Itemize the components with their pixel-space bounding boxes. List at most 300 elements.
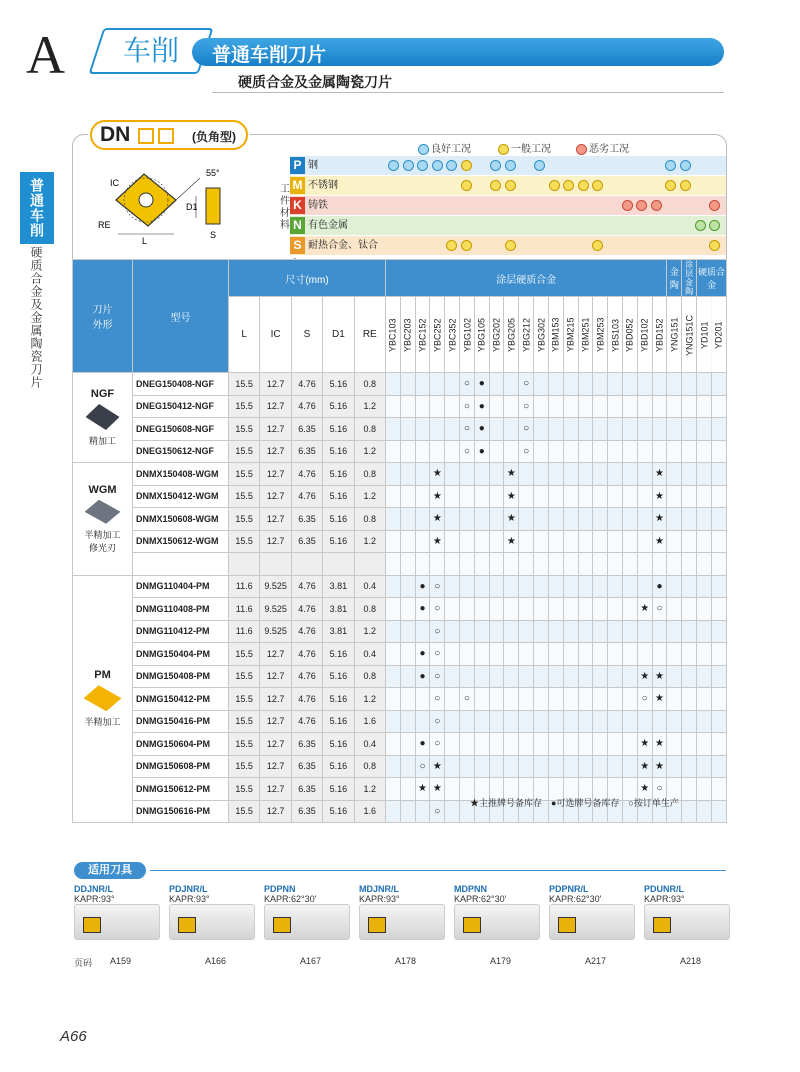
- grade-cell: [593, 530, 608, 553]
- grade-cell: [400, 643, 415, 666]
- grade-cell: [400, 508, 415, 531]
- grade-cell: ○: [460, 395, 475, 418]
- chipbreaker-desc: 半精加工 修光刃: [84, 529, 121, 553]
- grade-cell: [415, 620, 430, 643]
- grade-cell: [622, 373, 637, 396]
- tool-holder: [74, 884, 162, 950]
- grade-cell: [519, 710, 534, 733]
- grade-cell: [682, 485, 697, 508]
- grade-cell: [474, 530, 489, 553]
- model-cell: DNMX150408-WGM: [133, 463, 229, 486]
- grade-cell: [711, 710, 726, 733]
- grade-cell: [519, 463, 534, 486]
- grade-cell: [415, 530, 430, 553]
- grade-cell: ○: [415, 755, 430, 778]
- grade-cell: ★: [430, 463, 445, 486]
- grade-cell: [504, 755, 519, 778]
- grade-cell: [578, 395, 593, 418]
- insert-angle-type: (负角型): [192, 130, 236, 144]
- model-cell: DNMG110404-PM: [133, 575, 229, 598]
- dim-cell: 12.7: [260, 418, 291, 441]
- dim-cell: 5.16: [323, 373, 354, 396]
- grade-cell: [534, 643, 549, 666]
- section-letter: A: [26, 25, 65, 85]
- tool-page: A179: [490, 956, 512, 966]
- grade-cell: [504, 575, 519, 598]
- ok-face-icon: [709, 240, 720, 251]
- grade-cell: [578, 373, 593, 396]
- grade-cell: ★: [415, 778, 430, 801]
- empty-cell: [430, 553, 445, 576]
- material-row-s: [290, 236, 726, 255]
- grade-cell: [682, 778, 697, 801]
- grade-cell: [711, 778, 726, 801]
- grade-cell: [637, 530, 652, 553]
- grade-cell: ●: [415, 643, 430, 666]
- chipbreaker-desc: 半精加工: [84, 717, 121, 728]
- grade-cell: [711, 440, 726, 463]
- grade-cell: ○: [430, 733, 445, 756]
- grade-header: YBD052: [622, 297, 637, 373]
- chipbreaker-name: PM: [94, 669, 111, 682]
- grade-header: YBM215: [563, 297, 578, 373]
- tools-divider: [150, 870, 726, 871]
- tool-name: PDPNN: [264, 884, 296, 894]
- grade-cell: [608, 440, 623, 463]
- grade-cell: ★: [504, 463, 519, 486]
- grade-cell: [682, 755, 697, 778]
- grade-cell: [637, 710, 652, 733]
- good-face-icon: [505, 160, 516, 171]
- grade-header: YBC103: [385, 297, 400, 373]
- grade-cell: [445, 755, 460, 778]
- grade-cell: [460, 665, 475, 688]
- grade-cell: [593, 688, 608, 711]
- dim-cell: 0.8: [354, 418, 385, 441]
- grade-cell: [400, 710, 415, 733]
- grade-cell: [711, 508, 726, 531]
- grade-cell: [578, 575, 593, 598]
- grade-cell: [548, 508, 563, 531]
- tool-image: [264, 904, 350, 940]
- tool-page: A166: [205, 956, 227, 966]
- grade-header: YBG105: [474, 297, 489, 373]
- table-row: [73, 575, 727, 598]
- tool-kapr: KAPR:93°: [169, 894, 210, 904]
- grade-cell: ★: [504, 485, 519, 508]
- dim-cell: 15.5: [229, 733, 260, 756]
- dim-cell: 4.76: [291, 485, 322, 508]
- grade-cell: [667, 440, 682, 463]
- grade-cell: [504, 733, 519, 756]
- dim-label-s: S: [210, 230, 217, 240]
- grade-cell: [415, 373, 430, 396]
- grade-cell: [534, 508, 549, 531]
- grade-cell: [519, 508, 534, 531]
- dim-cell: 1.2: [354, 440, 385, 463]
- grade-cell: [400, 575, 415, 598]
- dim-cell: 15.5: [229, 778, 260, 801]
- grade-cell: [474, 710, 489, 733]
- grade-header: YBG102: [460, 297, 475, 373]
- empty-cell: [563, 553, 578, 576]
- model-cell: DNMX150612-WGM: [133, 530, 229, 553]
- grade-cell: [504, 395, 519, 418]
- grade-cell: [563, 755, 578, 778]
- grade-cell: [652, 643, 667, 666]
- bad-face-icon: [622, 200, 633, 211]
- grade-cell: ★: [652, 508, 667, 531]
- grade-cell: [578, 440, 593, 463]
- tool-image: [644, 904, 730, 940]
- material-label: [290, 236, 382, 255]
- grade-cell: [682, 665, 697, 688]
- grade-cell: ★: [652, 463, 667, 486]
- grade-cell: ★: [652, 485, 667, 508]
- grade-cell: [460, 575, 475, 598]
- grade-cell: [711, 463, 726, 486]
- grade-cell: [563, 418, 578, 441]
- dim-cell: 1.6: [354, 710, 385, 733]
- tool-name: PDJNR/L: [169, 884, 208, 894]
- dim-cell: 5.16: [323, 800, 354, 823]
- legend-bad: 恶劣工况: [576, 140, 629, 155]
- grade-cell: [504, 665, 519, 688]
- grade-cell: [460, 755, 475, 778]
- dim-cell: 12.7: [260, 755, 291, 778]
- grade-cell: [711, 755, 726, 778]
- grade-cell: [385, 508, 400, 531]
- grade-cell: [711, 643, 726, 666]
- dim-cell: 15.5: [229, 418, 260, 441]
- grade-header: YBM251: [578, 297, 593, 373]
- grade-cell: ●: [474, 418, 489, 441]
- grade-cell: [534, 710, 549, 733]
- material-letter: S: [290, 237, 305, 254]
- grade-cell: [415, 395, 430, 418]
- dim-cell: 4.76: [291, 575, 322, 598]
- good-face-icon: [432, 160, 443, 171]
- grade-cell: [385, 395, 400, 418]
- dim-cell: 9.525: [260, 620, 291, 643]
- insert-grade-table: [72, 259, 727, 823]
- dim-cell: 9.525: [260, 598, 291, 621]
- dim-cell: 12.7: [260, 373, 291, 396]
- grade-header: YNG151: [667, 297, 682, 373]
- grade-cell: [593, 485, 608, 508]
- dim-cell: 12.7: [260, 665, 291, 688]
- grade-cell: [622, 463, 637, 486]
- grade-header: YBM153: [548, 297, 563, 373]
- dim-label-d1: D1: [186, 202, 198, 212]
- dim-cell: 0.4: [354, 733, 385, 756]
- empty-cell: [474, 553, 489, 576]
- grade-cell: [667, 463, 682, 486]
- grade-cell: [563, 598, 578, 621]
- grade-cell: ○: [519, 418, 534, 441]
- grade-cell: [445, 508, 460, 531]
- tool-image: [169, 904, 255, 940]
- dim-cell: 5.16: [323, 710, 354, 733]
- grade-cell: [534, 395, 549, 418]
- grade-cell: [534, 418, 549, 441]
- grade-cell: [445, 620, 460, 643]
- good-face-icon: [403, 160, 414, 171]
- material-row-p: [290, 156, 726, 175]
- grade-cell: [400, 418, 415, 441]
- grade-cell: [534, 755, 549, 778]
- model-cell: DNMG110412-PM: [133, 620, 229, 643]
- dim-cell: 12.7: [260, 778, 291, 801]
- grade-cell: [460, 643, 475, 666]
- tool-page: A218: [680, 956, 702, 966]
- section-name: 车削: [122, 35, 179, 66]
- dim-cell: 15.5: [229, 440, 260, 463]
- grade-cell: [489, 373, 504, 396]
- grade-cell: [489, 530, 504, 553]
- dim-cell: 5.16: [323, 440, 354, 463]
- grade-cell: [637, 508, 652, 531]
- grade-cell: [430, 373, 445, 396]
- grade-cell: [534, 575, 549, 598]
- material-letter: K: [290, 197, 305, 214]
- grade-cell: ○: [652, 778, 667, 801]
- tool-holder: [644, 884, 732, 950]
- grade-cell: [534, 598, 549, 621]
- material-name: 有色金属: [308, 220, 348, 231]
- model-cell: DNMG150612-PM: [133, 778, 229, 801]
- grade-cell: [400, 778, 415, 801]
- grade-cell: [578, 688, 593, 711]
- grade-header: YBG205: [504, 297, 519, 373]
- dim-header: IC: [260, 297, 291, 373]
- dim-label-l: L: [142, 236, 148, 246]
- grade-header: YNG151C: [682, 297, 697, 373]
- dim-cell: 15.5: [229, 755, 260, 778]
- dim-cell: 1.2: [354, 778, 385, 801]
- dim-cell: 12.7: [260, 463, 291, 486]
- grade-cell: [608, 755, 623, 778]
- material-name: 不锈钢: [308, 180, 338, 191]
- grade-header: YBS103: [608, 297, 623, 373]
- dim-cell: 15.5: [229, 530, 260, 553]
- bad-face-icon: [651, 200, 662, 211]
- grade-cell: [534, 440, 549, 463]
- dim-cell: 15.5: [229, 508, 260, 531]
- tool-name: PDUNR/L: [644, 884, 684, 894]
- grade-cell: [548, 688, 563, 711]
- grade-cell: ★: [430, 778, 445, 801]
- grade-cell: [711, 800, 726, 823]
- grade-cell: ●: [415, 575, 430, 598]
- grade-cell: [460, 530, 475, 553]
- dim-cell: 5.16: [323, 418, 354, 441]
- grade-cell: [385, 373, 400, 396]
- grade-cell: ○: [460, 688, 475, 711]
- dim-cell: 12.7: [260, 530, 291, 553]
- grade-cell: [548, 575, 563, 598]
- grade-cell: [548, 485, 563, 508]
- grade-cell: [563, 643, 578, 666]
- grade-cell: [711, 395, 726, 418]
- dim-cell: 5.16: [323, 530, 354, 553]
- grade-cell: [622, 508, 637, 531]
- grade-cell: [563, 373, 578, 396]
- grade-cell: ●: [415, 665, 430, 688]
- grade-cell: [697, 485, 712, 508]
- grade-cell: [548, 598, 563, 621]
- dim-header: L: [229, 297, 260, 373]
- grade-cell: [608, 395, 623, 418]
- grade-cell: [474, 688, 489, 711]
- tool-image: [549, 904, 635, 940]
- dim-cell: 15.5: [229, 800, 260, 823]
- dim-cell: 1.2: [354, 395, 385, 418]
- dim-cell: 6.35: [291, 418, 322, 441]
- grade-cell: [622, 620, 637, 643]
- dim-cell: 12.7: [260, 733, 291, 756]
- model-cell: DNMG150404-PM: [133, 643, 229, 666]
- grade-cell: [667, 418, 682, 441]
- grade-cell: ○: [460, 440, 475, 463]
- grade-cell: [608, 463, 623, 486]
- grade-cell: [548, 665, 563, 688]
- grade-cell: [548, 440, 563, 463]
- dim-cell: 12.7: [260, 688, 291, 711]
- grade-cell: [697, 508, 712, 531]
- grade-cell: ○: [430, 688, 445, 711]
- empty-cell: [415, 553, 430, 576]
- angle-line: [176, 178, 200, 200]
- dim-cell: 4.76: [291, 688, 322, 711]
- grade-cell: ○: [430, 598, 445, 621]
- dim-cell: 4.76: [291, 643, 322, 666]
- grade-cell: [682, 418, 697, 441]
- grade-cell: [460, 598, 475, 621]
- dim-cell: 1.2: [354, 620, 385, 643]
- grade-cell: [711, 665, 726, 688]
- grade-cell: ●: [474, 395, 489, 418]
- table-row: [73, 463, 727, 486]
- grade-cell: [622, 665, 637, 688]
- grade-cell: [385, 733, 400, 756]
- grade-cell: ○: [519, 395, 534, 418]
- tool-holder: [169, 884, 257, 950]
- grade-cell: [711, 733, 726, 756]
- side-tab: 普通车削: [20, 172, 54, 244]
- grade-cell: [578, 598, 593, 621]
- grade-cell: [415, 485, 430, 508]
- grade-cell: [385, 755, 400, 778]
- grade-cell: [652, 620, 667, 643]
- dim-cell: 6.35: [291, 733, 322, 756]
- grade-cell: [637, 440, 652, 463]
- tool-page: A217: [585, 956, 607, 966]
- grade-cell: [622, 418, 637, 441]
- grade-cell: [682, 395, 697, 418]
- bad-face-icon: [636, 200, 647, 211]
- grade-cell: [652, 373, 667, 396]
- material-letter: P: [290, 157, 305, 174]
- insert-image-ngf: [86, 404, 120, 430]
- dim-cell: 0.8: [354, 463, 385, 486]
- grade-cell: [504, 373, 519, 396]
- grade-cell: [504, 440, 519, 463]
- grade-cell: [697, 373, 712, 396]
- grade-cell: [519, 620, 534, 643]
- grade-cell: [563, 733, 578, 756]
- grade-cell: [608, 688, 623, 711]
- legend-good: 良好工况: [418, 140, 471, 155]
- material-letter: M: [290, 177, 305, 194]
- grade-cell: [519, 665, 534, 688]
- grade-cell: [415, 463, 430, 486]
- grade-cell: [400, 598, 415, 621]
- table-row: [73, 665, 727, 688]
- grade-cell: [445, 665, 460, 688]
- grade-cell: ○: [430, 620, 445, 643]
- empty-cell: [519, 553, 534, 576]
- grade-cell: ★: [637, 665, 652, 688]
- grade-cell: ★: [504, 508, 519, 531]
- grade-cell: ○: [430, 665, 445, 688]
- model-cell: DNEG150612-NGF: [133, 440, 229, 463]
- subtitle-divider: [212, 92, 724, 93]
- grade-cell: [637, 575, 652, 598]
- grade-cell: ★: [430, 508, 445, 531]
- grade-cell: [400, 733, 415, 756]
- grade-cell: [445, 688, 460, 711]
- dim-cell: 4.76: [291, 665, 322, 688]
- grade-cell: [667, 485, 682, 508]
- grade-cell: [637, 485, 652, 508]
- material-row-k: [290, 196, 726, 215]
- table-row: [73, 643, 727, 666]
- chipbreaker-name: WGM: [88, 483, 117, 496]
- tool-page: A178: [395, 956, 417, 966]
- grade-cell: [608, 530, 623, 553]
- dim-cell: 5.16: [323, 755, 354, 778]
- grade-cell: ○: [519, 373, 534, 396]
- grade-cell: [563, 665, 578, 688]
- grade-cell: [593, 643, 608, 666]
- grade-cell: ★: [430, 755, 445, 778]
- empty-cell: [291, 553, 322, 576]
- grade-cell: ○: [430, 710, 445, 733]
- dim-cell: 0.8: [354, 508, 385, 531]
- grade-cell: [534, 620, 549, 643]
- grade-cell: ★: [652, 688, 667, 711]
- model-cell: DNEG150412-NGF: [133, 395, 229, 418]
- grade-cell: [548, 463, 563, 486]
- grade-cell: [563, 485, 578, 508]
- dim-cell: 11.6: [229, 598, 260, 621]
- empty-cell: [697, 553, 712, 576]
- empty-cell: [489, 553, 504, 576]
- grade-cell: [578, 643, 593, 666]
- grade-cell: [682, 508, 697, 531]
- grade-cell: [519, 733, 534, 756]
- grade-cell: [608, 710, 623, 733]
- tool-name: MDJNR/L: [359, 884, 399, 894]
- grade-cell: [445, 733, 460, 756]
- empty-cell: [637, 553, 652, 576]
- grade-cell: ★: [637, 733, 652, 756]
- grade-cell: [608, 418, 623, 441]
- dim-cell: 3.81: [323, 575, 354, 598]
- shape-cell: [73, 373, 133, 463]
- grade-cell: [711, 485, 726, 508]
